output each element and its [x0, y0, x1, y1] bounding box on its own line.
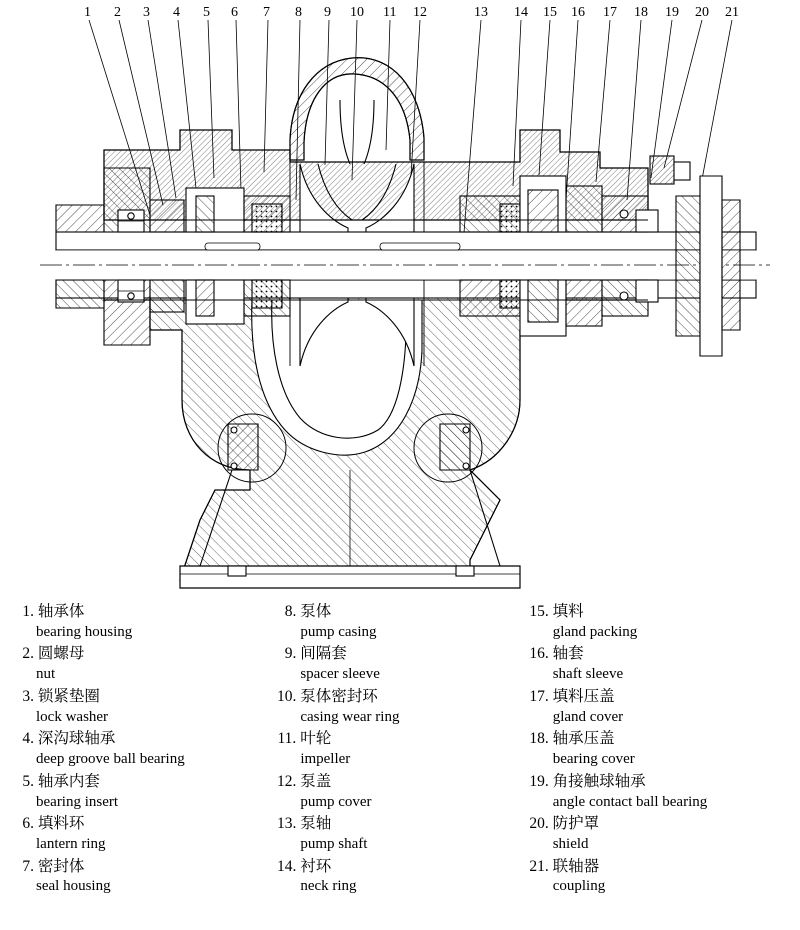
legend-item-9	[276, 644, 528, 684]
callout-15: 15	[543, 5, 557, 20]
legend-label-cn: 轴承体	[37, 603, 85, 620]
legend-label-en: bearing housing	[36, 623, 133, 640]
legend-item-11	[276, 729, 528, 769]
legend-label-cn: 泵体	[300, 603, 332, 620]
callout-10: 10	[350, 5, 364, 20]
pump-body-outline	[40, 58, 770, 588]
callout-11: 11	[383, 5, 397, 20]
callout-16: 16	[571, 5, 585, 20]
legend-item-13	[276, 814, 528, 854]
legend-number: 16.	[529, 645, 549, 663]
legend-label-cn: 角接触球轴承	[552, 772, 646, 790]
legend-number: 2.	[22, 645, 34, 663]
legend-label-en: pump cover	[300, 793, 372, 810]
legend-label-en: nut	[36, 666, 56, 683]
callout-12: 12	[413, 5, 427, 20]
parts-legend	[0, 598, 800, 930]
legend-label-cn: 锁紧垫圈	[37, 687, 100, 705]
legend-number: 5.	[22, 772, 34, 790]
legend-label-en: spacer sleeve	[300, 666, 380, 683]
legend-label-en: bearing insert	[36, 793, 119, 810]
legend-number: 13.	[276, 815, 297, 833]
legend-label-cn: 叶轮	[300, 730, 332, 748]
legend-label-cn: 填料	[552, 603, 584, 620]
legend-label-cn: 衬环	[300, 857, 332, 875]
legend-label-en: impeller	[300, 751, 351, 768]
legend-label-en: pump casing	[300, 623, 377, 640]
legend-label-cn: 填料压盖	[552, 687, 615, 705]
legend-label-en: gland packing	[552, 623, 638, 640]
callout-8: 8	[295, 5, 302, 20]
legend-number: 21.	[529, 857, 549, 875]
legend-label-en: lock washer	[36, 708, 109, 725]
legend-label-cn: 深沟球轴承	[37, 730, 116, 748]
legend-number: 8.	[284, 603, 297, 620]
callout-13: 13	[474, 5, 488, 20]
legend-item-19	[529, 772, 794, 812]
legend-item-20	[529, 814, 794, 854]
legend-label-en: casing wear ring	[300, 708, 400, 725]
legend-label-en: pump shaft	[300, 836, 368, 853]
callout-5: 5	[203, 5, 210, 20]
legend-label-en: gland cover	[552, 708, 624, 725]
callout-1: 1	[84, 5, 91, 20]
legend-label-en: bearing cover	[552, 751, 635, 768]
legend-item-10	[276, 687, 528, 727]
legend-number: 15.	[529, 603, 549, 620]
legend-item-16	[529, 644, 794, 684]
legend-column-1	[14, 602, 276, 930]
legend-item-4	[14, 729, 276, 769]
legend-label-cn: 防护罩	[552, 815, 600, 833]
legend-label-en: deep groove ball bearing	[36, 751, 185, 768]
legend-label-en: angle contact ball bearing	[552, 793, 708, 810]
legend-label-cn: 轴承内套	[37, 772, 100, 790]
callout-2: 2	[114, 5, 121, 20]
legend-item-3	[14, 687, 276, 727]
legend-item-2	[14, 644, 276, 684]
callout-7: 7	[263, 5, 270, 20]
legend-item-7	[14, 857, 276, 897]
callout-3: 3	[143, 5, 150, 20]
legend-number: 3.	[22, 687, 34, 705]
legend-item-21	[529, 857, 794, 897]
legend-number: 17.	[529, 687, 549, 705]
legend-number: 1.	[22, 603, 34, 620]
legend-number: 7.	[22, 857, 34, 875]
legend-item-5	[14, 772, 276, 812]
legend-label-en: coupling	[552, 878, 606, 895]
callout-4: 4	[173, 5, 180, 20]
legend-column-3	[529, 602, 794, 930]
legend-number: 20.	[529, 815, 549, 833]
legend-item-1	[14, 602, 276, 642]
legend-label-cn: 泵体密封环	[300, 687, 378, 705]
legend-number: 12.	[276, 772, 297, 790]
legend-number: 9.	[284, 645, 297, 663]
callout-14: 14	[514, 5, 528, 20]
legend-number: 4.	[22, 730, 34, 748]
callout-19: 19	[665, 5, 679, 20]
legend-item-6	[14, 814, 276, 854]
callout-21: 21	[725, 5, 739, 20]
legend-number: 19.	[529, 772, 549, 790]
legend-column-2	[276, 602, 528, 930]
legend-label-en: shaft sleeve	[552, 666, 624, 683]
legend-number: 11.	[277, 730, 297, 748]
legend-label-en: lantern ring	[36, 836, 106, 853]
callout-18: 18	[634, 5, 648, 20]
legend-item-14	[276, 857, 528, 897]
legend-label-en: neck ring	[300, 878, 357, 895]
legend-label-cn: 联轴器	[552, 857, 600, 875]
legend-number: 6.	[22, 815, 34, 833]
legend-label-cn: 填料环	[37, 815, 85, 833]
legend-item-8	[276, 602, 528, 642]
callout-20: 20	[695, 5, 709, 20]
legend-label-cn: 泵盖	[300, 772, 332, 790]
legend-label-cn: 圆螺母	[37, 645, 85, 663]
legend-item-12	[276, 772, 528, 812]
legend-number: 14.	[276, 857, 297, 875]
legend-label-cn: 密封体	[37, 857, 85, 875]
callout-17: 17	[603, 5, 617, 20]
legend-label-cn: 泵轴	[300, 815, 332, 833]
legend-label-en: seal housing	[36, 878, 111, 895]
legend-label-cn: 轴套	[552, 645, 584, 663]
callout-9: 9	[324, 5, 331, 20]
legend-number: 18.	[529, 730, 549, 748]
legend-item-17	[529, 687, 794, 727]
legend-item-18	[529, 729, 794, 769]
legend-number: 10.	[276, 687, 297, 705]
legend-item-15	[529, 602, 794, 642]
legend-label-cn: 轴承压盖	[552, 730, 615, 748]
legend-label-cn: 间隔套	[300, 645, 347, 663]
callout-6: 6	[231, 5, 238, 20]
legend-label-en: shield	[552, 836, 589, 853]
